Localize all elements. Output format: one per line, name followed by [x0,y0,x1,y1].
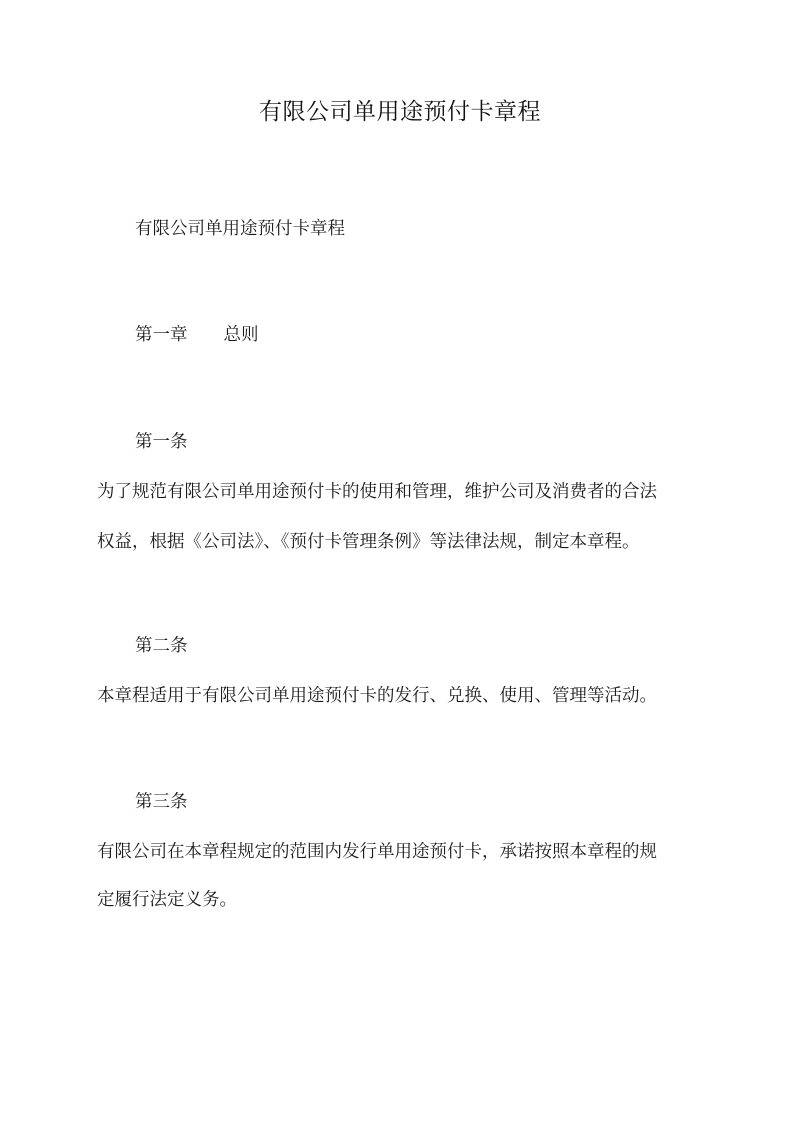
article-1-line-2: 权益，根据《公司法》、《预付卡管理条例》等法律法规，制定本章程。 [97,532,640,552]
chapter-number: 第一章 [135,325,188,345]
article-1-line-1: 为了规范有限公司单用途预付卡的使用和管理，维护公司及消费者的合法 [97,482,657,502]
chapter-heading [135,322,259,348]
article-3-line-2: 定履行法定义务。 [97,890,237,910]
document-title: 有限公司单用途预付卡章程 [259,99,541,125]
article-2-heading: 第二条 [135,636,188,656]
article-1-heading: 第一条 [135,432,188,452]
article-2-line-1: 本章程适用于有限公司单用途预付卡的发行、兑换、使用、管理等活动。 [97,686,657,706]
article-3-heading: 第三条 [135,792,188,812]
chapter-name: 总则 [223,325,259,345]
article-3-line-1: 有限公司在本章程规定的范围内发行单用途预付卡，承诺按照本章程的规 [97,842,657,862]
document-subtitle: 有限公司单用途预付卡章程 [135,219,345,239]
